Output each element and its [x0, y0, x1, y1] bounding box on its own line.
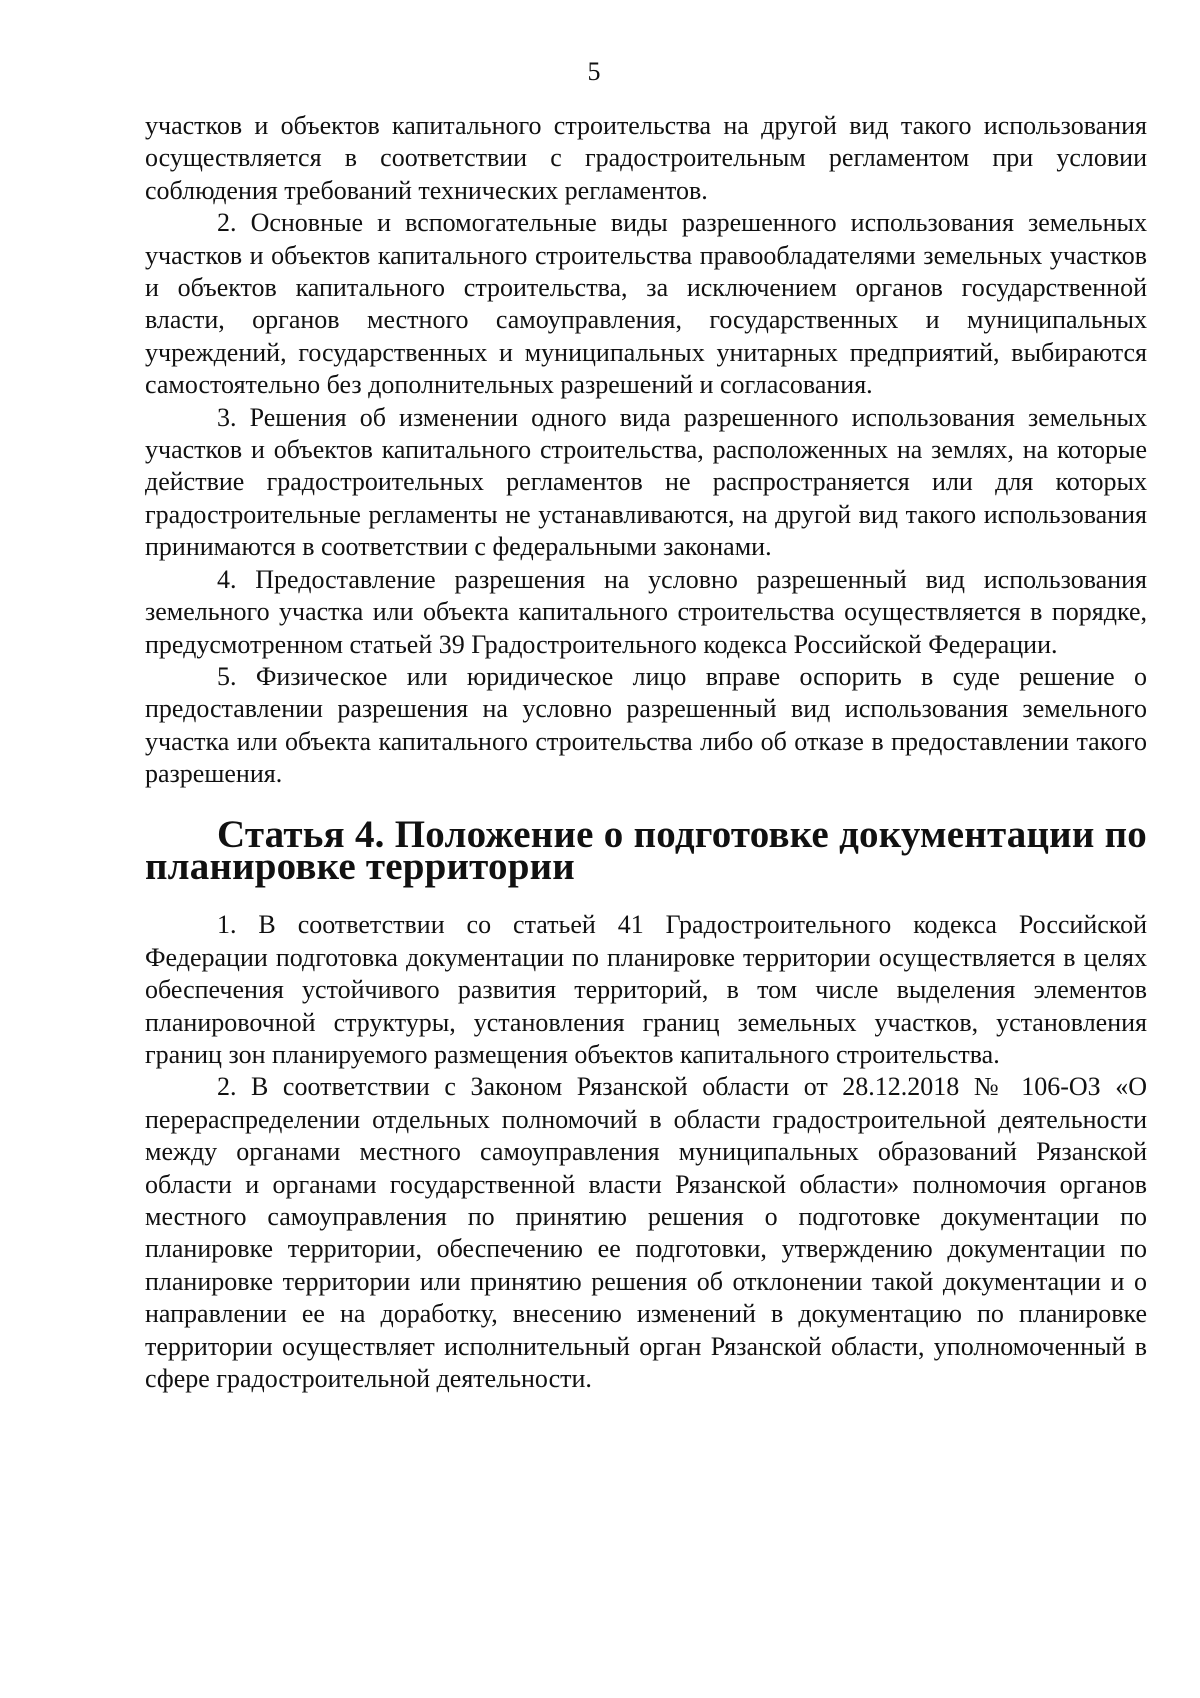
- paragraph-item-5: 5. Физическое или юридическое лицо вправе оспорить в суде решение о предоставлении разрешения на условно разрешенный вид использования земельного участка или объекта капитального строительства либо об отказе в предоставлении такого разрешения.: [145, 661, 1147, 789]
- document-body: [145, 110, 1147, 1395]
- paragraph-item-3: 3. Решения об изменении одного вида разрешенного использования земельных участков и объектов капитального строительства, расположенных на землях, на которые действие градостроительных регламентов не распространяется или для которых градостроительные регламенты не устанавливаются, на другой вид такого использования принимаются в соответствии с федеральными законами.: [145, 402, 1147, 562]
- paragraph-item-4: 4. Предоставление разрешения на условно разрешенный вид использования земельного участка или объекта капитального строительства осуществляется в порядке, предусмотренном статьей 39 Градостроительного кодекса Российской Федерации.: [145, 564, 1147, 659]
- paragraph-item-2: 2. Основные и вспомогательные виды разрешенного использования земельных участков и объектов капитального строительства правообладателями земельных участков и объектов капитального строительства, за исключением органов государственной власти, органов местного самоуправления, государственных и муниципальных учреждений, государственных и муниципальных унитарных предприятий, выбираются самостоятельно без дополнительных разрешений и согласования.: [145, 208, 1147, 400]
- page-number: 5: [587, 57, 601, 86]
- article4-paragraph-1: 1. В соответствии со статьей 41 Градостроительного кодекса Российской Федерации подготовка документации по планировке территории осуществляется в целях обеспечения устойчивого развития территорий, в том числе выделения элементов планировочной структуры, установления границ земельных участков, установления границ зон планируемого размещения объектов капитального строительства.: [145, 910, 1147, 1069]
- paragraph-continuation: участков и объектов капитального строительства на другой вид такого использования осуществляется в соответствии с градостроительным регламентом при условии соблюдения требований технических регламентов.: [145, 111, 1147, 205]
- article-heading: Статья 4. Положение о подготовке документации по планировке территории: [145, 812, 1147, 888]
- article4-paragraph-2: 2. В соответствии с Законом Рязанской области от 28.12.2018 № 106-ОЗ «О перераспределении отдельных полномочий в области градостроительной деятельности между органами местного самоуправления муниципальных образований Рязанской области и органами государственной власти Рязанской области» полномочия органов местного самоуправления по принятию решения о подготовке документации по планировке территории, обеспечению ее подготовки, утверждению документации по планировке территории или принятию решения об отклонении такой документации и о направлении ее на доработку, внесению изменений в документацию по планировке территории осуществляет исполнительный орган Рязанской области, уполномоченный в сфере градостроительной деятельности.: [145, 1072, 1147, 1394]
